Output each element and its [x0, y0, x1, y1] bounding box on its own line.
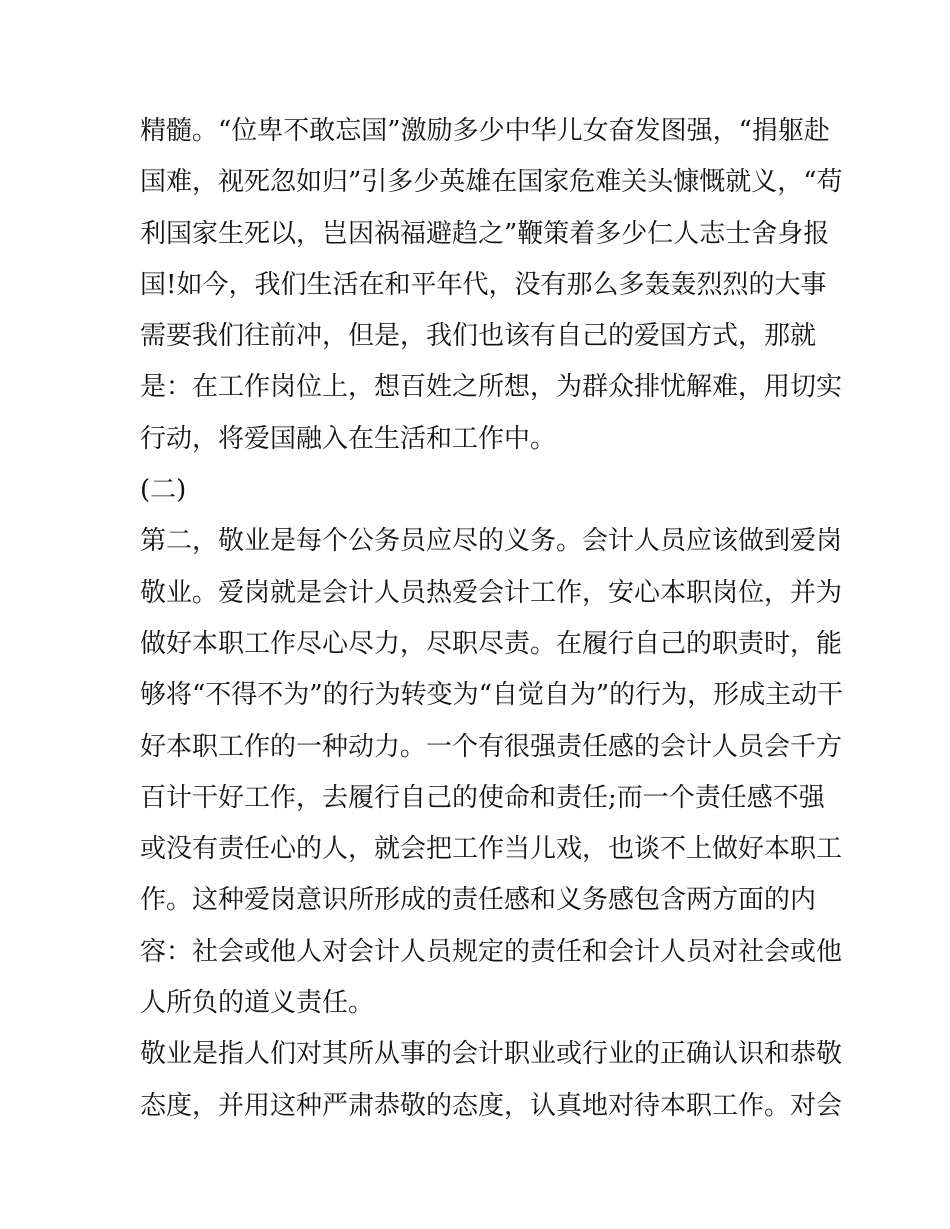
text-line: 百计干好工作，去履行自己的使命和责任;而一个责任感不强 [140, 782, 825, 813]
text-line: 国!如今，我们生活在和平年代，没有那么多轰轰烈烈的大事 [140, 269, 827, 300]
document-body [140, 106, 844, 1132]
text-line: 够将“不得不为”的行为转变为“自觉自为”的行为，形成主动干 [140, 680, 844, 711]
text-line: 敬业是指人们对其所从事的会计职业或行业的正确认识和恭敬 [140, 1039, 843, 1070]
text-line: 或没有责任心的人，就会把工作当儿戏，也谈不上做好本职工 [140, 834, 843, 865]
text-line: 需要我们往前冲，但是，我们也该有自己的爱国方式，那就 [140, 321, 817, 352]
text-line: 精髓。“位卑不敢忘国”激励多少中华儿女奋发图强，“捐躯赴 [140, 116, 830, 146]
text-line: 国难，视死忽如归”引多少英雄在国家危难关头慷慨就义，“苟 [140, 167, 843, 198]
text-line: 人所负的道义责任。 [140, 988, 375, 1019]
text-line: 态度，并用这种严肃恭敬的态度，认真地对待本职工作。对会 [140, 1090, 843, 1121]
text-line: 做好本职工作尽心尽力，尽职尽责。在履行自己的职责时，能 [140, 628, 843, 659]
text-line: 第二，敬业是每个公务员应尽的义务。会计人员应该做到爱岗 [140, 526, 843, 557]
text-line: 好本职工作的一种动力。一个有很强责任感的会计人员会千方 [140, 731, 843, 762]
text-line: 敬业。爱岗就是会计人员热爱会计工作，安心本职岗位，并为 [140, 577, 843, 608]
section-heading: (二) [140, 475, 187, 506]
text-line: 是：在工作岗位上，想百姓之所想，为群众排忧解难，用切实 [140, 372, 843, 403]
text-line: 作。这种爱岗意识所形成的责任感和义务感包含两方面的内 [140, 885, 817, 916]
text-line: 行动，将爱国融入在生活和工作中。 [140, 423, 557, 454]
text-line: 利国家生死以，岂因祸福避趋之”鞭策着多少仁人志士舍身报 [140, 218, 830, 249]
text-line: 容：社会或他人对会计人员规定的责任和会计人员对社会或他 [140, 936, 843, 967]
